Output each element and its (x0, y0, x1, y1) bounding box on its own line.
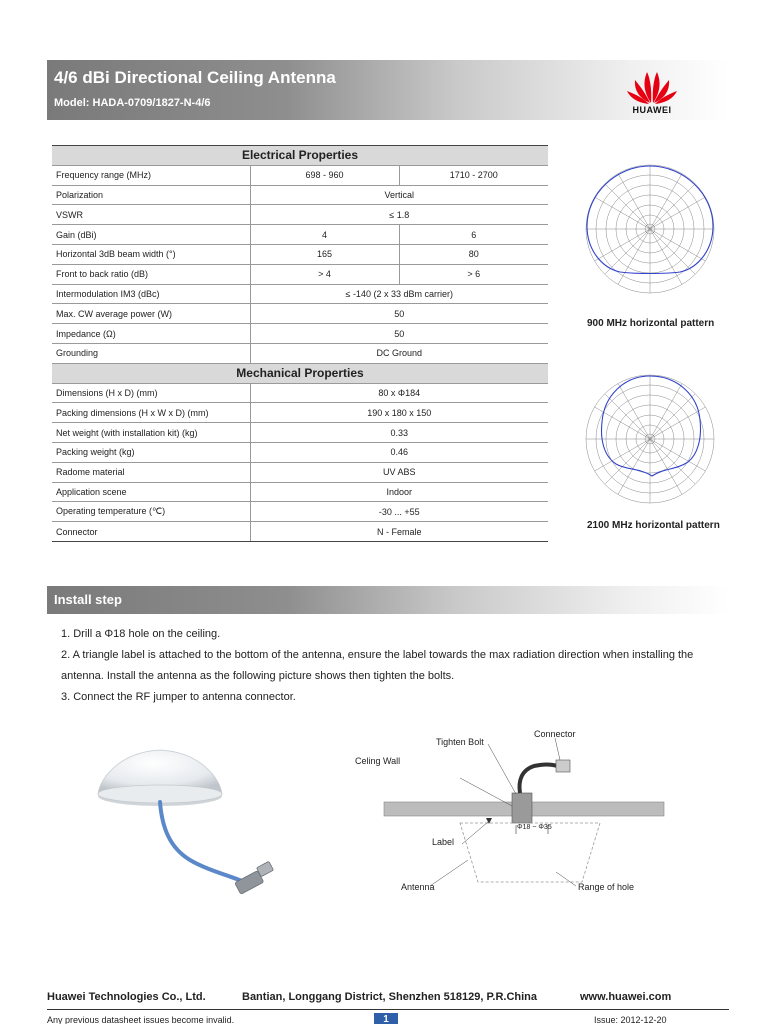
row-value: ≤ -140 (2 x 33 dBm carrier) (250, 284, 548, 304)
row-label: Gain (dBi) (52, 225, 250, 245)
spec-table (52, 145, 548, 542)
range-of-hole-label: Range of hole (578, 882, 635, 892)
table-row (52, 403, 548, 423)
row-label: Polarization (52, 185, 250, 205)
row-label: Dimensions (H x D) (mm) (52, 383, 250, 403)
footer-address: Bantian, Longgang District, Shenzhen 518129, P.R.China (242, 991, 538, 1003)
row-value: Indoor (250, 482, 548, 502)
row-label: Max. CW average power (W) (52, 304, 250, 324)
tighten-bolt-label: Tighten Bolt (436, 737, 484, 747)
datasheet-title: 4/6 dBi Directional Ceiling Antenna (54, 68, 336, 87)
footer-company: Huawei Technologies Co., Ltd. (47, 991, 206, 1003)
row-label: Operating temperature (℃) (52, 502, 250, 522)
ceiling-wall-label: Celing Wall (355, 756, 401, 766)
row-value: 50 (250, 324, 548, 344)
table-row (52, 502, 548, 522)
row-value: 190 x 180 x 150 (250, 403, 548, 423)
table-row (52, 462, 548, 482)
row-value: 80 (399, 244, 548, 264)
footer-divider (47, 1009, 729, 1010)
row-label: Application scene (52, 482, 250, 502)
installation-diagram (350, 722, 680, 908)
label-callout: Label (432, 837, 455, 847)
step-2: 2. A triangle label is attached to the bottom of the antenna, ensure the label towards the max radiation direction when installing the antenna. Install the antenna as the following picture shows then tighten the bolts. (61, 649, 694, 682)
row-value: DC Ground (250, 343, 548, 363)
row-value: 698 - 960 (250, 165, 399, 185)
row-label: VSWR (52, 205, 250, 225)
table-row (52, 165, 548, 185)
row-label: Radome material (52, 462, 250, 482)
row-value: Vertical (250, 185, 548, 205)
step-3: 3. Connect the RF jumper to antenna connector. (61, 691, 296, 703)
install-title: Install step (54, 592, 122, 607)
row-label: Intermodulation IM3 (dBc) (52, 284, 250, 304)
row-label: Grounding (52, 343, 250, 363)
table-row (52, 185, 548, 205)
table-row (52, 264, 548, 284)
footer-website[interactable]: www.huawei.com (580, 991, 672, 1003)
row-value: 50 (250, 304, 548, 324)
row-value: N - Female (250, 522, 548, 542)
issue-date: Issue: 2012-12-20 (594, 1015, 667, 1024)
install-banner (47, 586, 729, 614)
model-number: Model: HADA-0709/1827-N-4/6 (54, 97, 211, 109)
huawei-logo (625, 66, 685, 118)
electrical-section-title: Electrical Properties (52, 146, 548, 166)
row-value: > 6 (399, 264, 548, 284)
row-value: UV ABS (250, 462, 548, 482)
step-1: 1. Drill a Φ18 hole on the ceiling. (61, 628, 221, 640)
row-label: Net weight (with installation kit) (kg) (52, 423, 250, 443)
row-value: 0.46 (250, 442, 548, 462)
table-row (52, 225, 548, 245)
table-row (52, 324, 548, 344)
pattern-900-caption: 900 MHz horizontal pattern (587, 318, 715, 329)
row-value: 165 (250, 244, 399, 264)
row-label: Front to back ratio (dB) (52, 264, 250, 284)
table-row (52, 244, 548, 264)
table-row (52, 383, 548, 403)
footer-note: Any previous datasheet issues become invalid. (47, 1015, 235, 1024)
table-row (52, 304, 548, 324)
pattern-2100-caption: 2100 MHz horizontal pattern (587, 520, 720, 531)
row-value: 1710 - 2700 (399, 165, 548, 185)
row-label: Frequency range (MHz) (52, 165, 250, 185)
mechanical-section-title: Mechanical Properties (52, 363, 548, 383)
table-row (52, 423, 548, 443)
table-row (52, 205, 548, 225)
hole-size-label: Φ18 ~ Φ35 (517, 824, 552, 831)
row-label: Impedance (Ω) (52, 324, 250, 344)
row-value: 6 (399, 225, 548, 245)
table-row (52, 284, 548, 304)
table-row (52, 482, 548, 502)
table-row (52, 343, 548, 363)
polar-pattern-2100 (580, 368, 720, 510)
row-value: 80 x Φ184 (250, 383, 548, 403)
pattern-trace (602, 376, 701, 476)
logo-wordmark: HUAWEI (632, 105, 672, 115)
row-label: Horizontal 3dB beam width (°) (52, 244, 250, 264)
row-label: Packing dimensions (H x W x D) (mm) (52, 403, 250, 423)
antenna-label: Antenna (401, 882, 435, 892)
polar-pattern-900 (580, 158, 720, 300)
row-value: -30 ... +55 (250, 502, 548, 522)
page-number: 1 (374, 1013, 398, 1024)
antenna-photo (90, 738, 290, 908)
table-section-header (52, 146, 548, 166)
table-section-header (52, 363, 548, 383)
row-label: Connector (52, 522, 250, 542)
row-value: 0.33 (250, 423, 548, 443)
row-value: 4 (250, 225, 399, 245)
row-value: ≤ 1.8 (250, 205, 548, 225)
table-row (52, 522, 548, 542)
row-label: Packing weight (kg) (52, 442, 250, 462)
install-steps (61, 624, 721, 708)
row-value: > 4 (250, 264, 399, 284)
table-row (52, 442, 548, 462)
connector-label: Connector (534, 729, 576, 739)
